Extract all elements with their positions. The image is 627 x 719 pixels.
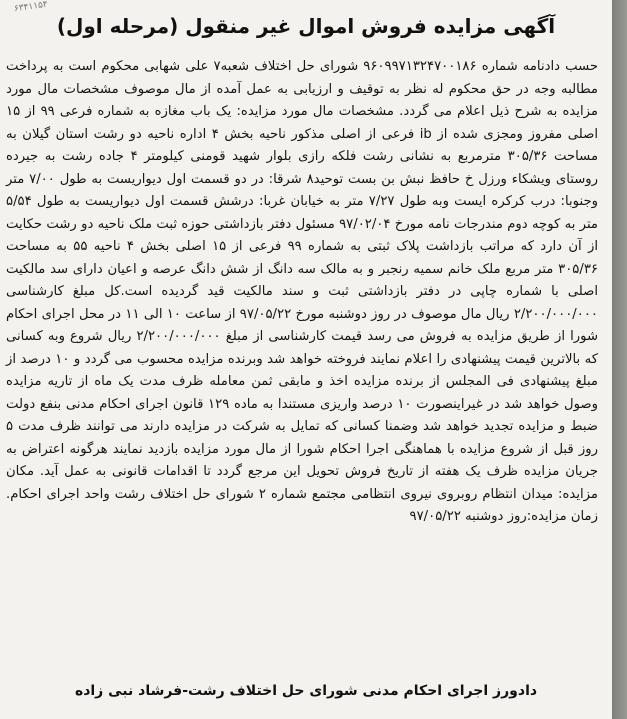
background-edge <box>612 0 627 719</box>
announcement-signature: دادورز اجرای احکام مدنی شورای حل اختلاف رشت-فرشاد نبی زاده <box>74 683 538 699</box>
handwritten-reference-mark: ۶۳۴۱۱۵۴ <box>13 0 49 15</box>
announcement-title: آگهی مزایده فروش اموال غیر منقول (مرحله اول) <box>56 14 556 38</box>
announcement-body: حسب دادنامه شماره ۹۶۰۹۹۷۱۳۲۴۷۰۰۱۸۶ شورای حل اختلاف شعبه۷ علی شهابی محکوم است به پرداخت مطالبه وجه در حق محکوم له نظر به توقیف و ارزیابی به عمل آمده از مال موصوف مشخصات مال مورد مزایده به شرح ذیل اعلام می گردد. مشخصات مال مورد مزایده: یک باب مغازه به شماره فرعی ۹۹ از ۱۵ اصلی مفروز ومجزی شده از ib فرعی از اصلی مذکور ناحیه بخش ۴ اداره ناحیه دو رشت استان گیلان به مساحت ۳۰۵/۳۶ مترمربع به نشانی رشت فلکه رازی بلوار شهید قومنی کیلومتر ۴ جاده رشت به جیرده روستای ویشکاء ورزل خ حافظ نبش بن بست توحید۸ شرقا: در دو قسمت اول دیواریست به طول ۷/۰۰ متر وجنوبا: درب کرکره ایست وبه طول ۷/۲۷ متر به خیابان غربا: درشش قسمت اول دیواریست به طول ۵/۵۴ متر به کوچه دوم مندرجات نامه مورخ ۹۷/۰۲/۰۴ مسئول دفتر بازداشتی حوزه ثبت ملک ناحیه دو رشت حکایت از آن دارد که مراتب بازداشت پلاک ثبتی به شماره ۹۹ فرعی از ۱۵ اصلی بخش ۴ ناحیه ۵۵ به مساحت ۳۰۵/۳۶ متر مربع ملک خانم سمیه رنجبر و به مالک سه دانگ از شش دانگ عرصه و اعیان دارای سد مالکیت اصلی با شماره چاپی در دفتر بازداشتی ثبت و سند مالکیت قید گردیده است.کل مبلغ کارشناسی ۲/۲۰۰/۰۰۰/۰۰۰ ریال مال موصوف در روز دوشنبه مورخ ۹۷/۰۵/۲۲ از ساعت ۱۰ الی ۱۱ در محل اجرای احکام شورا از طریق مزایده به فروش می رسد قیمت کارشناسی از مبلغ ۲/۲۰۰/۰۰۰/۰۰۰ ریال شروع وبه کسانی که بالاترین قیمت پیشنهادی را اعلام نمایند فروخته خواهد شد وبرنده مزایده محسوب می گردد و ۱۰ درصد از مبلغ پیشنهادی فی المجلس از برنده مزایده اخذ و مابقی ثمن معامله ظرف مدت یک ماه از تاریه مزایده وصول خواهد شد در غیراینصورت ۱۰ درصد واریزی مستندا به ماده ۱۲۹ قانون اجرای احکام مدنی بنفع دولت ضبط و مزایده تجدید خواهد شد وضمنا کسانی که تمایل به شرکت در مزایده دارند می توانند ظرف مدت ۵ روز قبل از شروع مزایده با هماهنگی اجرا احکام شورا از مال مورد مزایده بازدید نمایند هرگونه اعتراض به جریان مزایده ظرف یک هفته از تاریخ فروش تحویل این مرجع گردد تا اقدامات قانونی به عمل آید. مکان مزایده: میدان انتظام روبروی نیروی انتظامی مجتمع شماره ۲ شورای حل اختلاف رشت واحد اجرای احکام. زمان مزایده:روز دوشنبه ۹۷/۰۵/۲۲ <box>6 59 599 524</box>
